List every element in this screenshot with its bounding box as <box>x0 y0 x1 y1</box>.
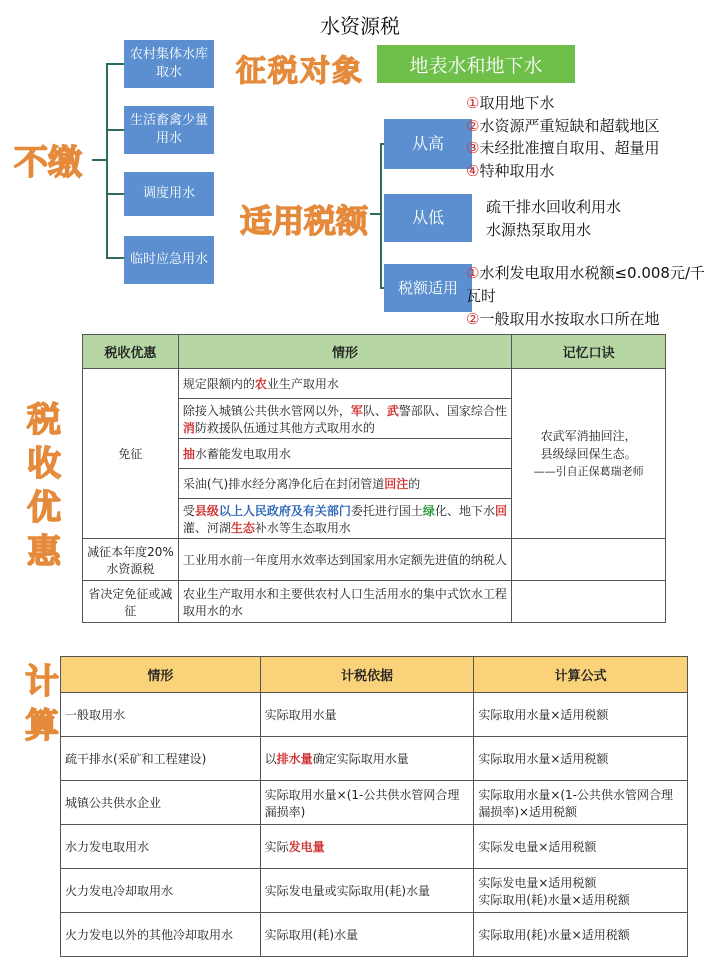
table-header: 计税依据 <box>260 657 474 693</box>
table-cell: 实际发电量×适用税额 <box>474 825 688 869</box>
table-cell: 实际发电量 <box>260 825 474 869</box>
rate-apply-item: ①水利发电取用水税额≤0.008元/千瓦时 <box>466 264 706 305</box>
table-header: 情形 <box>61 657 261 693</box>
jianzheng-label: 减征本年度20%水资源税 <box>83 539 179 581</box>
exempt-item: 调度用水 <box>124 172 214 216</box>
table-cell: 疏干排水(采矿和工程建设) <box>61 737 261 781</box>
tree-line <box>106 129 124 131</box>
rate-low-box: 从低 <box>384 194 472 242</box>
table-cell: 实际取用水量 <box>260 693 474 737</box>
rate-high-box: 从高 <box>384 119 472 169</box>
table-header: 记忆口诀 <box>512 335 666 369</box>
side-label-jisuan: 计 算 <box>25 662 59 746</box>
table-cell: 实际取用(耗)水量 <box>260 913 474 957</box>
calculation-table <box>60 656 688 957</box>
table-cell: 实际取用水量×适用税额 <box>474 693 688 737</box>
side-label-youhui: 税 收 优 惠 <box>27 400 61 572</box>
sheng-label: 省决定免征或减征 <box>83 581 179 623</box>
table-cell: 规定限额内的农业生产取用水 <box>178 369 511 399</box>
rate-apply-item: ②一般取用水按取水口所在地 <box>466 310 660 328</box>
exempt-item: 生活畜禽少量用水 <box>124 106 214 154</box>
table-cell: 实际取用水量×(1-公共供水管网合理漏损率) <box>260 781 474 825</box>
table-cell: 一般取用水 <box>61 693 261 737</box>
table-cell: 实际取用水量×(1-公共供水管网合理漏损率)×适用税额 <box>474 781 688 825</box>
object-value: 地表水和地下水 <box>377 45 575 83</box>
table-cell: 抽水蓄能发电取用水 <box>178 439 511 469</box>
tree-line <box>106 63 124 65</box>
table-cell: 火力发电以外的其他冷却取用水 <box>61 913 261 957</box>
tree-line <box>380 143 382 289</box>
table-header: 计算公式 <box>474 657 688 693</box>
tree-line <box>106 193 124 195</box>
exempt-item: 农村集体水库取水 <box>124 40 214 88</box>
mianzheng-cell: 免征 <box>83 369 179 539</box>
table-cell: 城镇公共供水企业 <box>61 781 261 825</box>
table-cell: 采油(气)排水经分离净化后在封闭管道回注的 <box>178 469 511 499</box>
table-cell: 农业生产取用水和主要供农村人口生活用水的集中式饮水工程取用水的水 <box>178 581 511 623</box>
mnemonic-cell: 农武军消抽回注， 县级绿回保生态。 ——引自正保葛瑞老师 <box>512 369 666 539</box>
table-header: 税收优惠 <box>83 335 179 369</box>
tree-line <box>106 63 108 259</box>
object-label: 征税对象 <box>236 54 364 89</box>
table-cell: 受县级以上人民政府及有关部门委托进行国土绿化、地下水回灌、河湖生态补水等生态取用水 <box>178 499 511 539</box>
table-cell: 实际取用(耗)水量×适用税额 <box>474 913 688 957</box>
table-cell: 实际发电量×适用税额 实际取用(耗)水量×适用税额 <box>474 869 688 913</box>
table-cell: 火力发电冷却取用水 <box>61 869 261 913</box>
preference-table <box>82 334 666 623</box>
rate-high-item: ④特种取用水 <box>466 162 555 180</box>
table-header: 情形 <box>178 335 511 369</box>
side-label-bujiao: 不缴 <box>14 143 82 183</box>
table-cell: 水力发电取用水 <box>61 825 261 869</box>
table-cell: 以排水量确定实际取用水量 <box>260 737 474 781</box>
table-cell: 除接入城镇公共供水管网以外，军队、武警部队、国家综合性消防救援队伍通过其他方式取用水的 <box>178 399 511 439</box>
table-cell: 实际取用水量×适用税额 <box>474 737 688 781</box>
rate-high-item: ②水资源严重短缺和超载地区 <box>466 117 660 135</box>
tree-line <box>106 257 124 259</box>
rate-low-item: 水源热泵取用水 <box>486 221 592 239</box>
rate-apply-box: 税额适用 <box>384 264 472 312</box>
rate-high-item: ①取用地下水 <box>466 94 555 112</box>
exempt-item: 临时应急用水 <box>124 236 214 284</box>
table-cell: 工业用水前一年度用水效率达到国家用水定额先进值的纳税人 <box>178 539 511 581</box>
table-cell: 实际发电量或实际取用(耗)水量 <box>260 869 474 913</box>
page-title: 水资源税 <box>320 14 400 38</box>
rate-low-item: 疏干排水回收利用水 <box>486 198 622 216</box>
rate-high-item: ③未经批准擅自取用、超量用 <box>466 139 660 157</box>
rate-label: 适用税额 <box>240 202 369 240</box>
